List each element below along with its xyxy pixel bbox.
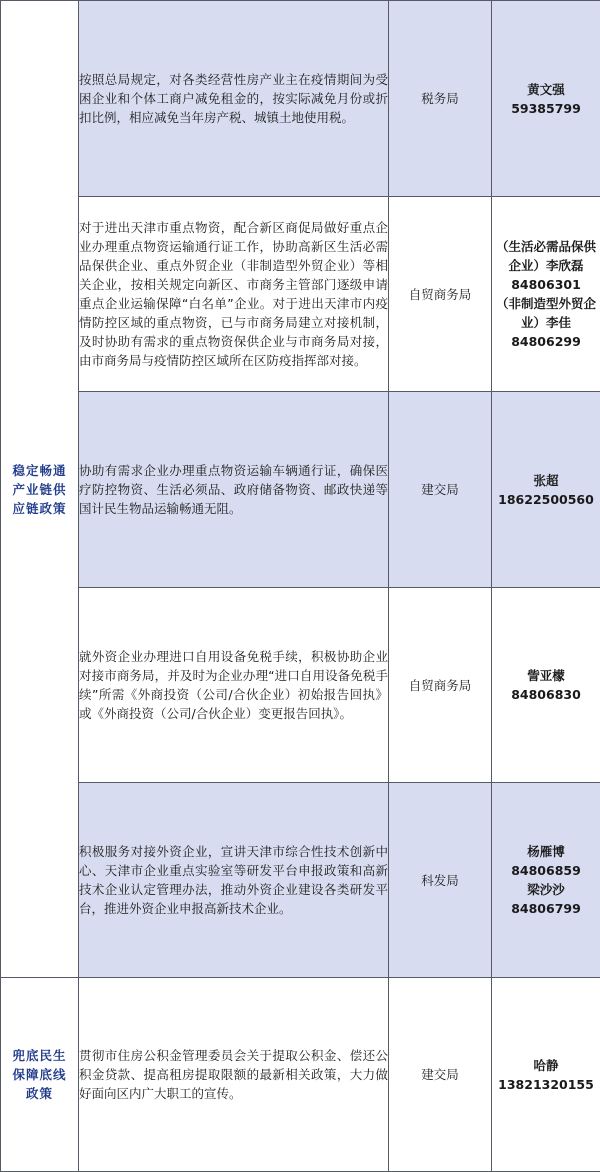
contact-name: 訾亚檬	[527, 668, 565, 683]
contact-phone: 84806799	[511, 901, 581, 916]
contact-cell	[492, 783, 600, 978]
table-row	[1, 392, 600, 588]
contact-name: 杨雁博	[527, 844, 565, 859]
category-label: 稳定畅通产业链供应链政策	[12, 462, 67, 516]
department-cell: 自贸商务局	[389, 588, 492, 783]
contact-name: （非制造型外贸企业）李佳	[495, 296, 596, 330]
policy-content: 协助有需求企业办理重点物资运输车辆通行证，确保医疗防控物资、生活必须品、政府储备物资、邮政快递等国计民生物品运输畅通无阻。	[79, 392, 389, 588]
contact-name: 张超	[533, 472, 559, 488]
contact-name: 哈静	[533, 1057, 559, 1073]
contact-phone: 84806830	[511, 687, 581, 702]
category-label: 兜底民生保障底线政策	[12, 1048, 67, 1101]
contact-phone: 84806299	[511, 334, 581, 349]
category-cell	[1, 1, 79, 978]
contact-phone: 13821320155	[498, 1076, 594, 1092]
policy-content: 就外资企业办理进口自用设备免税手续，积极协助企业对接市商务局，并及时为企业办理“进口自用设备免税手续”所需《外商投资（公司/合伙企业）初始报告回执》或《外商投资（公司/合伙企业）变更报告回执》。	[79, 588, 389, 783]
department-cell: 建交局	[389, 978, 492, 1172]
table-row	[1, 197, 600, 392]
table-row	[1, 588, 600, 783]
contact-cell	[492, 1, 600, 197]
contact-cell	[492, 197, 600, 392]
contact-name: 梁沙沙	[527, 882, 565, 897]
category-cell	[1, 978, 79, 1172]
contact-name: 黄文强	[527, 81, 565, 97]
department-cell: 科发局	[389, 783, 492, 978]
department-cell: 税务局	[389, 1, 492, 197]
department-cell: 建交局	[389, 392, 492, 588]
contact-name: （生活必需品保供企业）李欣磊	[495, 239, 596, 273]
contact-phone: 18622500560	[498, 491, 594, 507]
policy-content: 按照总局规定，对各类经营性房产业主在疫情期间为受困企业和个体工商户减免租金的，按实际减免月份或折扣比例，相应减免当年房产税、城镇土地使用税。	[79, 1, 389, 197]
contact-phone: 84806859	[511, 863, 581, 878]
contact-cell	[492, 588, 600, 783]
contact-phone: 59385799	[511, 100, 581, 116]
policy-content: 积极服务对接外资企业，宣讲天津市综合性技术创新中心、天津市企业重点实验室等研发平台申报政策和高新技术企业认定管理办法，推动外资企业建设各类研发平台，推进外资企业申报高新技术企业。	[79, 783, 389, 978]
department-cell: 自贸商务局	[389, 197, 492, 392]
contact-phone: 84806301	[511, 277, 581, 292]
contact-cell	[492, 392, 600, 588]
contact-cell	[492, 978, 600, 1172]
policy-content: 贯彻市住房公积金管理委员会关于提取公积金、偿还公积金贷款、提高租房提取限额的最新相关政策，大力做好面向区内广大职工的宣传。	[79, 978, 389, 1172]
table-row	[1, 1, 600, 197]
table-row	[1, 783, 600, 978]
policy-content: 对于进出天津市重点物资，配合新区商促局做好重点企业办理重点物资运输通行证工作，协助高新区生活必需品保供企业、重点外贸企业（非制造型外贸企业）等相关企业，按相关规定向新区、市商务主管部门逐级申请重点企业运输保障“白名单”企业。对于进出天津市内疫情防控区域的重点物资，已与市商务局建立对接机制，及时协助有需求的重点物资保供企业与市商务局对接，由市商务局与疫情防控区域所在区防疫指挥部对接。	[79, 197, 389, 392]
table-row	[1, 978, 600, 1172]
